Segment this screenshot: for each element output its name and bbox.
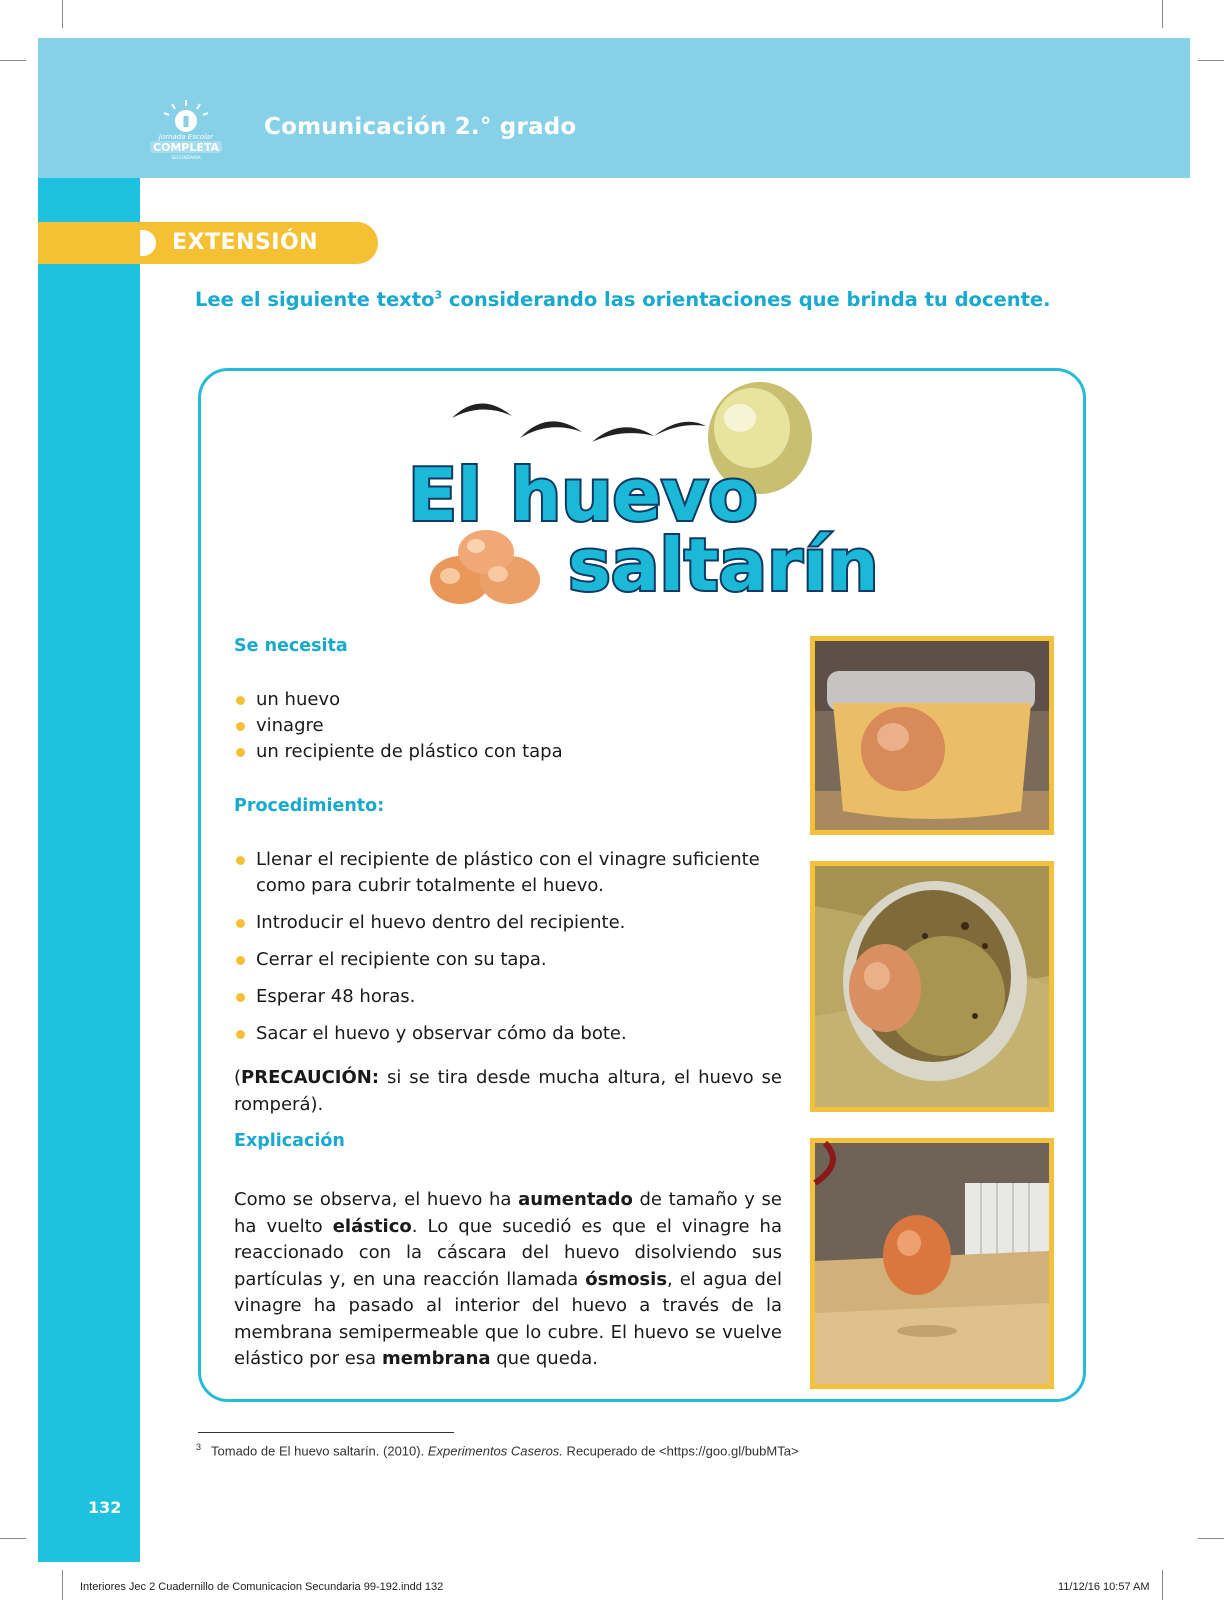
- logo-text-bottom: SECUNDARIA: [171, 156, 201, 161]
- list-item-text: un recipiente de plástico con tapa: [256, 741, 563, 762]
- explanation-text: que queda.: [490, 1348, 598, 1369]
- left-sidebar: [38, 178, 140, 1562]
- list-item-text: Cerrar el recipiente con su tapa.: [256, 949, 547, 970]
- header-title: Comunicación 2.° grado: [264, 114, 577, 140]
- crop-mark: [1198, 60, 1224, 61]
- explanation-text: . Lo que sucedió es que el vinagre ha reaccionado con la cáscara del huevo disolviendo sus partículas y, en una reacción llamada: [234, 1215, 782, 1290]
- explanation-heading: Explicación: [234, 1131, 345, 1151]
- explanation-bold: membrana: [381, 1348, 491, 1369]
- list-item-text: vinagre: [256, 715, 324, 736]
- crop-mark: [62, 0, 63, 28]
- bullet-dot: [236, 993, 245, 1002]
- explanation-text: Como se observa, el huevo ha: [234, 1189, 519, 1210]
- footnote-text: Tomado de El huevo saltarín. (2010).: [211, 1443, 428, 1459]
- materials-heading: Se necesita: [234, 636, 348, 656]
- section-tag-label: EXTENSIÓN: [172, 230, 319, 255]
- list-item: [234, 739, 784, 765]
- list-item-text: Introducir el huevo dentro del recipiente.: [256, 912, 626, 933]
- crop-mark: [1198, 1538, 1224, 1539]
- materials-list: [234, 687, 784, 765]
- logo-text-top: Jornada Escolar: [158, 133, 214, 141]
- list-item-text: Llenar el recipiente de plástico con el vinagre suficiente como para cubrir totalmente el huevo.: [256, 849, 760, 896]
- bullet-dot: [236, 919, 245, 928]
- list-item: [234, 947, 784, 973]
- bullet-dot: [236, 696, 245, 705]
- procedure-list: [234, 847, 784, 1047]
- title-word-el: El: [408, 453, 482, 537]
- instruction-text: Lee el siguiente texto: [195, 288, 435, 311]
- caution-open: (: [234, 1067, 242, 1088]
- explanation-paragraph: [234, 1187, 782, 1373]
- footnote-source: Experimentos Caseros.: [427, 1443, 563, 1459]
- procedure-heading: Procedimiento:: [234, 796, 385, 816]
- explanation-bold: ósmosis: [585, 1268, 668, 1290]
- list-item-text: un huevo: [256, 689, 341, 710]
- list-item-text: Sacar el huevo y observar cómo da bote.: [256, 1023, 627, 1044]
- list-item: [234, 847, 784, 899]
- instruction-text-rest: considerando las orientaciones que brinda tu docente.: [442, 288, 1051, 311]
- caution-text: si se tira desde mucha altura, el huevo se romperá).: [234, 1067, 782, 1115]
- footnote-number: 3: [196, 1442, 202, 1452]
- photo-egg-bouncing: [810, 1138, 1054, 1389]
- list-item: [234, 1021, 784, 1047]
- explanation-text: de tamaño y se ha vuelto: [234, 1189, 782, 1237]
- photo-egg-after-48-hours: [810, 861, 1054, 1112]
- title-illustration: [390, 380, 879, 630]
- instruction: [195, 288, 1051, 311]
- crop-mark: [62, 1570, 63, 1600]
- list-item-text: Esperar 48 horas.: [256, 986, 416, 1007]
- explanation-bold: elástico: [332, 1215, 412, 1237]
- crop-mark: [0, 60, 26, 61]
- list-item: [234, 687, 784, 713]
- bullet-dot: [236, 956, 245, 965]
- footnote-reference: 3: [434, 288, 443, 302]
- slug-filename: Interiores Jec 2 Cuadernillo de Comunicacion Secundaria 99-192.indd 132: [80, 1581, 444, 1593]
- photo-egg-in-vinegar-container: [810, 636, 1054, 835]
- caution-note: [234, 1065, 782, 1118]
- logo-text-main: COMPLETA: [152, 141, 220, 154]
- page-number: 132: [88, 1498, 122, 1517]
- title-word-huevo: huevo: [510, 453, 758, 537]
- slug-date: 11/12/16 10:57 AM: [1058, 1581, 1150, 1593]
- crop-mark: [0, 1538, 26, 1539]
- bullet-dot: [236, 722, 245, 731]
- footnote: [196, 1442, 799, 1458]
- bullet-dot: [236, 1030, 245, 1039]
- list-item: [234, 713, 784, 739]
- crop-mark: [1162, 1570, 1163, 1600]
- bullet-dot: [236, 748, 245, 757]
- explanation-text: , el agua del vinagre ha pasado al interior del huevo a través de la membrana semipermeable que lo cubre. El huevo se vuelve elástico por esa: [234, 1268, 782, 1369]
- list-item: [234, 984, 784, 1010]
- caution-label: PRECAUCIÓN:: [241, 1067, 380, 1088]
- footnote-text-rest: Recuperado de <https://goo.gl/bubMTa>: [562, 1443, 799, 1459]
- crop-mark: [1162, 0, 1163, 28]
- footnote-rule: [198, 1432, 454, 1433]
- title-word-saltarin: saltarín: [568, 523, 879, 607]
- explanation-bold: aumentado: [518, 1189, 633, 1210]
- jec-logo: [146, 98, 226, 160]
- bullet-dot: [236, 856, 245, 865]
- list-item: [234, 910, 784, 936]
